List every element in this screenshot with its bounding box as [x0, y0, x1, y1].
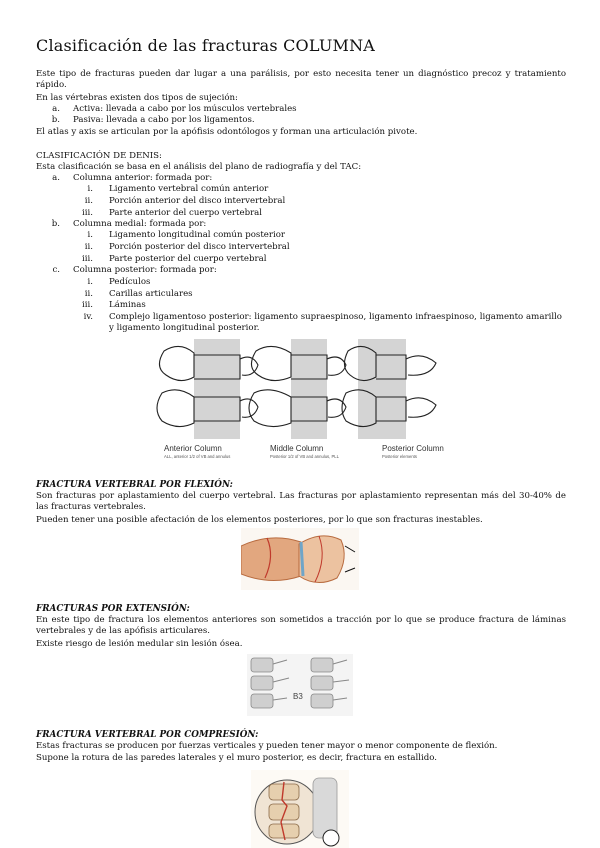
sujecion-marker-b: b. — [51, 115, 60, 125]
middle-column-shading — [291, 339, 327, 439]
middle-column-label: Middle Column — [270, 444, 324, 453]
column-a-marker: a. — [52, 173, 60, 183]
column-b-label: Columna medial: formada por: — [73, 219, 207, 229]
flexion-paragraph-1: Son fracturas por aplastamiento del cuerpo vertebral. Las fracturas por aplastamiento representan más del 30-40% de las fracturas vertebrales. — [36, 491, 566, 512]
list-marker: ii. — [84, 196, 93, 206]
extension-fracture-figure — [247, 654, 353, 716]
compression-heading: FRACTURA VERTEBRAL POR COMPRESIÓN: — [36, 730, 259, 740]
list-marker: i. — [87, 230, 93, 240]
sujecion-heading: En las vértebras existen dos tipos de sujeción: — [36, 93, 238, 103]
column-c-label: Columna posterior: formada por: — [73, 265, 217, 275]
middle-column-sublabel: Posterior 1/2 of VB and annulus, PLL — [270, 454, 339, 459]
compression-paragraph-1: Estas fracturas se producen por fuerzas verticales y pueden tener mayor o menor componente de flexión. — [36, 741, 498, 751]
sujecion-item-activa: Activa: llevada a cabo por los músculos vertebrales — [73, 104, 297, 114]
column-b-marker: b. — [51, 219, 60, 229]
list-marker: ii. — [84, 242, 93, 252]
denis-heading: CLASIFICACIÓN DE DENIS: — [36, 151, 162, 161]
list-item: Parte anterior del cuerpo vertebral — [109, 208, 263, 218]
compression-paragraph-2: Supone la rotura de las paredes laterales y el muro posterior, es decir, fractura en estallido. — [36, 753, 438, 763]
list-marker: i. — [87, 184, 93, 194]
list-item: Complejo ligamentoso posterior: ligamento supraespinoso, ligamento infraespinoso, ligamento amarillo y ligamento longitudinal posterior. — [109, 312, 562, 333]
posterior-column-sublabel: Posterior elements — [382, 454, 417, 459]
column-a-label: Columna anterior: formada por: — [73, 173, 213, 183]
list-marker: iv. — [83, 312, 93, 322]
anterior-column-shading — [194, 339, 240, 439]
list-marker: iii. — [82, 254, 93, 264]
compression-fracture-figure — [251, 770, 349, 848]
sujecion-marker-a: a. — [52, 104, 60, 114]
extension-figure-label: B3 — [293, 692, 303, 701]
flexion-fracture-figure — [241, 528, 359, 590]
list-item: Parte posterior del cuerpo vertebral — [109, 254, 267, 264]
denis-columns-figure — [150, 337, 448, 467]
list-marker: iii. — [82, 208, 93, 218]
list-marker: i. — [87, 277, 93, 287]
flexion-heading: FRACTURA VERTEBRAL POR FLEXIÓN: — [36, 480, 233, 490]
extension-paragraph-1: En este tipo de fractura los elementos anteriores son sometidos a tracción por lo que se produce fractura de láminas vertebrales y de las apófisis articulares. — [36, 615, 566, 636]
posterior-column-label: Posterior Column — [382, 444, 444, 453]
atlas-paragraph: El atlas y axis se articulan por la apófisis odontólogos y forman una articulación pivote. — [36, 127, 418, 137]
list-item: Pedículos — [109, 277, 151, 287]
list-marker: ii. — [84, 289, 93, 299]
denis-description: Esta clasificación se basa en el análisis del plano de radiografía y del TAC: — [36, 162, 362, 172]
anterior-column-sublabel: ALL, anterior 1/2 of VB and annulus — [164, 454, 231, 459]
list-item: Láminas — [109, 300, 146, 310]
list-item: Carillas articulares — [109, 289, 193, 299]
anterior-column-label: Anterior Column — [164, 444, 222, 453]
list-item: Ligamento vertebral común anterior — [109, 184, 269, 194]
extension-paragraph-2: Existe riesgo de lesión medular sin lesión ósea. — [36, 639, 243, 649]
extension-heading: FRACTURAS POR EXTENSIÓN: — [36, 604, 190, 614]
list-item: Ligamento longitudinal común posterior — [109, 230, 285, 240]
list-item: Porción anterior del disco intervertebral — [109, 196, 286, 206]
list-item: Porción posterior del disco intervertebral — [109, 242, 290, 252]
page-title: Clasificación de las fracturas COLUMNA — [36, 36, 376, 55]
intro-paragraph: Este tipo de fracturas pueden dar lugar a una parálisis, por esto necesita tener un diagnóstico precoz y tratamiento rápido. — [36, 69, 566, 90]
column-c-marker: c. — [52, 265, 60, 275]
posterior-column-shading — [358, 339, 406, 439]
list-marker: iii. — [82, 300, 93, 310]
sujecion-item-pasiva: Pasiva: llevada a cabo por los ligamentos. — [73, 115, 255, 125]
flexion-paragraph-2: Pueden tener una posible afectación de los elementos posteriores, por lo que son fracturas inestables. — [36, 515, 483, 525]
